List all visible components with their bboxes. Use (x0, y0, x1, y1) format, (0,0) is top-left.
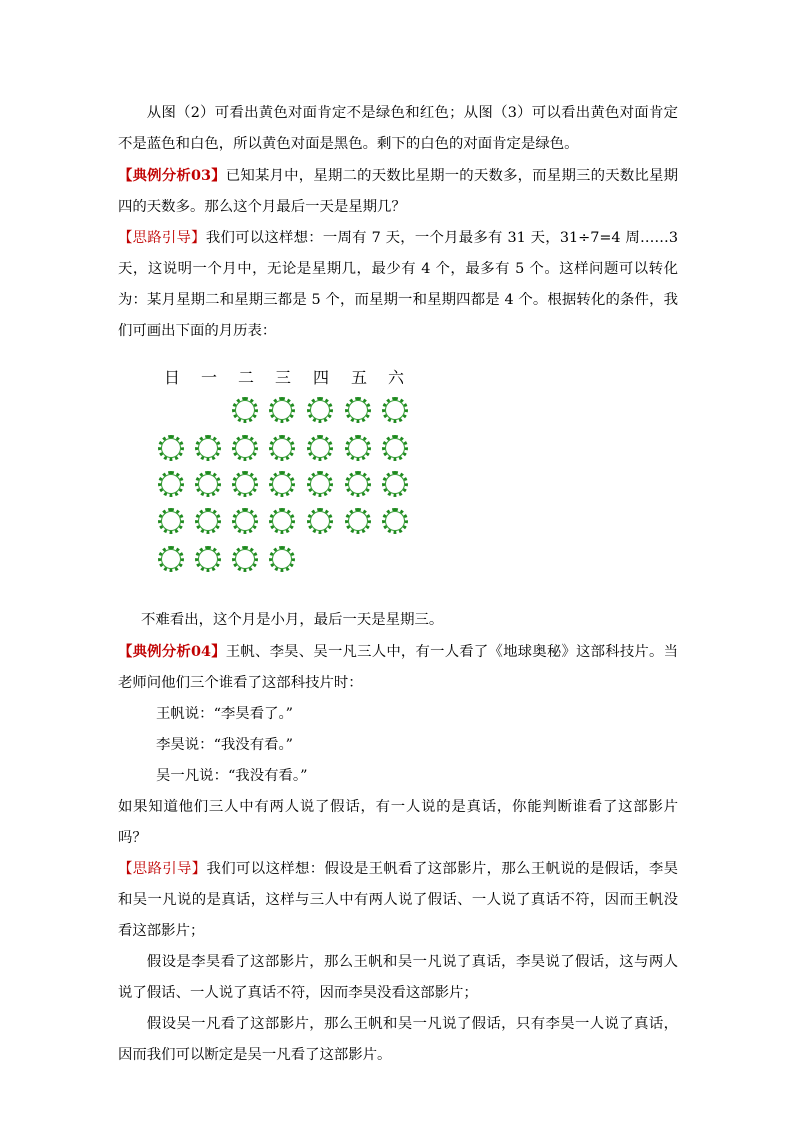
case-wuyifan: 假设吴一凡看了这部影片，那么王帆和吴一凡说了假话，只有李昊一人说了真话，因而我们可以断定是吴一凡看了这部影片。 (118, 1016, 678, 1063)
day-ring (158, 471, 184, 497)
guide-04-text: 我们可以这样想：假设是王帆看了这部影片，那么王帆说的是假话，李昊和吴一凡说的是真话，这样与三人中有两人说了假话、一人说了真话不符，因而王帆没看这部影片； (118, 861, 678, 939)
guide-03 (118, 223, 678, 347)
day-ring (345, 397, 371, 423)
weekday-sun: 日 (163, 368, 180, 387)
day-ring (269, 508, 295, 534)
day-ring (195, 546, 221, 572)
day-ring (382, 397, 408, 423)
day-ring (307, 508, 333, 534)
day-ring (382, 471, 408, 497)
day-ring (382, 435, 408, 461)
paragraph-cube-colors: 从图（2）可看出黄色对面肯定不是绿色和红色；从图（3）可以看出黄色对面肯定不是蓝色和白色，所以黄色对面是黑色。剩下的白色的对面肯定是绿色。 (118, 105, 678, 152)
day-ring (345, 508, 371, 534)
quote-wangfan: 王帆说：“李昊看了。” (156, 706, 294, 722)
day-ring (269, 435, 295, 461)
guide-03-text: 我们可以这样想：一周有 7 天，一个月最多有 31 天，31÷7=4 周……3 天，这说明一个月中，无论是星期几，最少有 4 个，最多有 5 个。这样问题可以转化为：某月星期二和星期三都是 5 个，而星期一和星期四都是 4 个。根据转化的条件，我们可画出下面的月历表： (118, 230, 678, 339)
day-ring (158, 508, 184, 534)
day-ring (269, 546, 295, 572)
day-ring (382, 508, 408, 534)
day-ring (307, 471, 333, 497)
example-04-tag: 【典例分析04】 (118, 643, 226, 660)
quote-wuyifan: 吴一凡说：“我没有看。” (156, 768, 308, 784)
day-ring (195, 435, 221, 461)
example-03-tag: 【典例分析03】 (118, 167, 226, 184)
quote-lihao: 李昊说：“我没有看。” (156, 737, 294, 753)
day-ring (345, 435, 371, 461)
example-04 (118, 636, 678, 699)
example-03-text: 已知某月中，星期二的天数比星期一的天数多，而星期三的天数比星期四的天数多。那么这个月最后一天是星期几？ (118, 168, 678, 215)
month-calendar (118, 349, 678, 605)
day-ring (195, 471, 221, 497)
weekday-thu: 四 (312, 368, 329, 387)
day-ring (345, 471, 371, 497)
weekday-wed: 三 (274, 368, 291, 387)
guide-04-tag: 【思路引导】 (118, 861, 207, 877)
weekday-mon: 一 (200, 368, 217, 387)
example-04-text: 王帆、李昊、吴一凡三人中，有一人看了《地球奥秘》这部科技片。当老师问他们三个谁看了这部科技片时： (118, 644, 678, 691)
weekday-fri: 五 (350, 368, 367, 387)
weekday-tue: 二 (237, 368, 254, 387)
day-ring (195, 508, 221, 534)
day-ring (232, 435, 258, 461)
day-ring (158, 546, 184, 572)
document-page (118, 98, 678, 1071)
day-ring (307, 397, 333, 423)
day-ring (232, 471, 258, 497)
day-ring (269, 397, 295, 423)
day-ring (232, 397, 258, 423)
day-ring (269, 471, 295, 497)
case-lihao: 假设是李昊看了这部影片，那么王帆和吴一凡说了真话，李昊说了假话，这与两人说了假话、一人说了真话不符，因而李昊没看这部影片； (118, 954, 678, 1001)
day-ring (158, 435, 184, 461)
day-ring (232, 546, 258, 572)
day-ring (232, 508, 258, 534)
weekday-sat: 六 (387, 368, 404, 387)
question-04: 如果知道他们三人中有两人说了假话，有一人说的是真话，你能判断谁看了这部影片吗？ (118, 799, 678, 846)
conclusion-03: 不难看出，这个月是小月，最后一天是星期三。 (141, 612, 444, 628)
example-03 (118, 160, 678, 223)
guide-04 (118, 854, 678, 947)
day-ring (307, 435, 333, 461)
guide-03-tag: 【思路引导】 (118, 230, 206, 246)
